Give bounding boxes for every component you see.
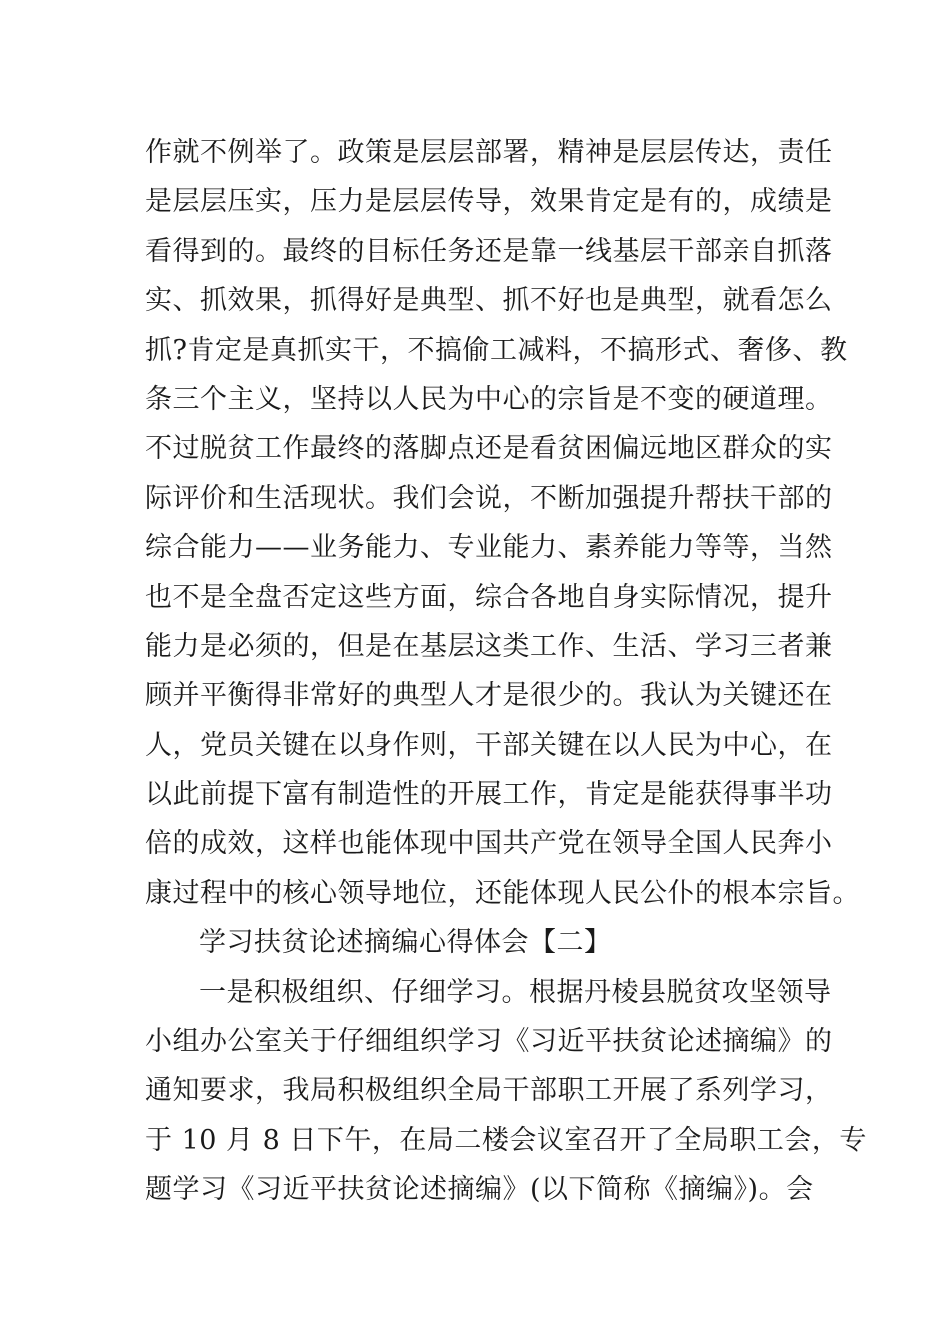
body-line: 看得到的。最终的目标任务还是靠一线基层干部亲自抓落	[145, 235, 833, 267]
body-line: 人，党员关键在以身作则，干部关键在以人民为中心，在	[145, 729, 833, 761]
body-line: 以此前提下富有制造性的开展工作，肯定是能获得事半功	[145, 779, 833, 811]
body-line: 倍的成效，这样也能体现中国共产党在领导全国人民奔小	[145, 828, 833, 860]
body-line: 抓?肯定是真抓实干，不搞偷工减料，不搞形式、奢侈、教	[145, 334, 848, 366]
paragraph-line: 通知要求，我局积极组织全局干部职工开展了系列学习，	[145, 1075, 833, 1107]
body-line: 顾并平衡得非常好的典型人才是很少的。我认为关键还在	[145, 680, 833, 712]
section-heading: 学习扶贫论述摘编心得体会【二】	[199, 927, 612, 959]
body-line: 综合能力——业务能力、专业能力、素养能力等等，当然	[145, 532, 833, 564]
paragraph-line: 题学习《习近平扶贫论述摘编》(以下简称《摘编》)。会	[145, 1174, 814, 1206]
body-line: 能力是必须的，但是在基层这类工作、生活、学习三者兼	[145, 630, 833, 662]
paragraph-line: 一是积极组织、仔细学习。根据丹棱县脱贫攻坚领导	[199, 976, 832, 1008]
body-line: 际评价和生活现状。我们会说，不断加强提升帮扶干部的	[145, 482, 833, 514]
body-line: 是层层压实，压力是层层传导，效果肯定是有的，成绩是	[145, 186, 833, 218]
body-line: 不过脱贫工作最终的落脚点还是看贫困偏远地区群众的实	[145, 433, 833, 465]
document-body	[145, 128, 867, 1215]
paragraph-line: 于 10 月 8 日下午，在局二楼会议室召开了全局职工会，专	[145, 1124, 867, 1156]
body-line: 作就不例举了。政策是层层部署，精神是层层传达，责任	[145, 137, 833, 168]
body-line: 也不是全盘否定这些方面，综合各地自身实际情况，提升	[145, 581, 833, 613]
body-line: 条三个主义，坚持以人民为中心的宗旨是不变的硬道理。	[145, 383, 833, 415]
body-line: 实、抓效果，抓得好是典型、抓不好也是典型，就看怎么	[145, 285, 833, 317]
body-line: 康过程中的核心领导地位，还能体现人民公仆的根本宗旨。	[145, 877, 860, 909]
paragraph-line: 小组办公室关于仔细组织学习《习近平扶贫论述摘编》的	[145, 1026, 833, 1058]
